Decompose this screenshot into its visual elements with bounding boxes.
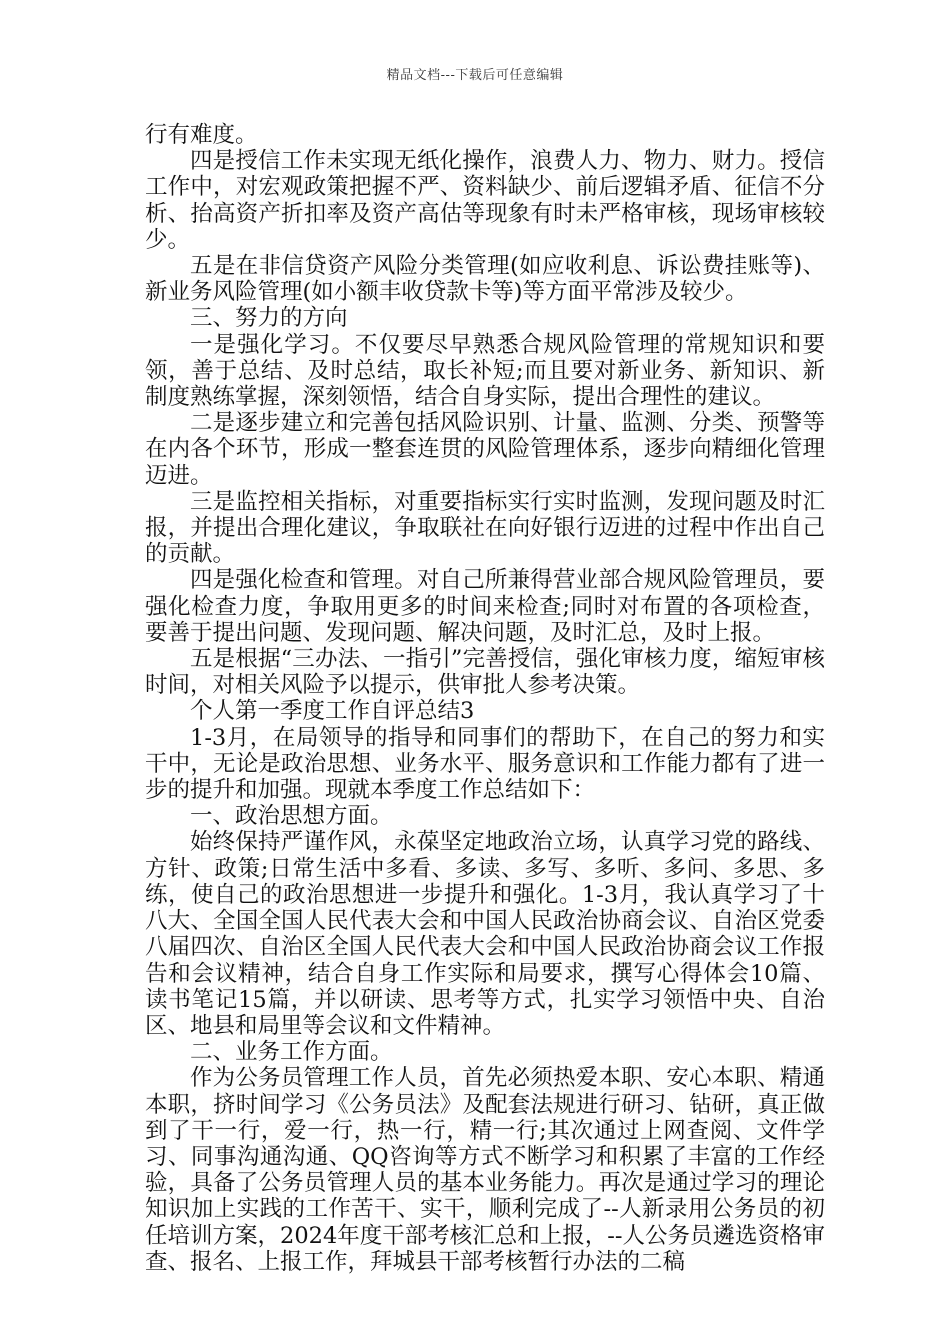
- section-heading-political: 一、政治思想方面。: [190, 803, 393, 830]
- paragraph-direction-three: 三是监控相关指标，对重要指标实行实时监测，发现问题及时汇报，并提出合理化建议，争取联社在向好银行迈进的过程中作出自己的贡献。: [145, 488, 825, 568]
- paragraph-point-five: 五是在非信贷资产风险分类管理(如应收利息、诉讼费挂账等)、新业务风险管理(如小额丰收贷款卡等)等方面平常涉及较少。: [145, 253, 825, 306]
- page-header: 精品文档---下载后可任意编辑: [386, 68, 564, 83]
- paragraph-direction-four: 四是强化检查和管理。对自己所兼得营业部合规风险管理员，要强化检查力度，争取用更多的时间来检查;同时对布置的各项检查，要善于提出问题、发现问题、解决问题，及时汇总，及时上报。: [145, 567, 825, 646]
- paragraph-political: 始终保持严谨作风，永葆坚定地政治立场，认真学习党的路线、方针、政策;日常生活中多看、多读、多写、多听、多问、多思、多练，使自己的政治思想进一步提升和强化。1-3月，我认真学习了十八大、全国全国人民代表大会和中国人民政治协商会议、自治区党委八届四次、自治区全国人民代表大会和中国人民政治协商会议工作报告和会议精神，结合自身工作实际和局要求，撰写心得体会10篇、读书笔记15篇，并以研读、思考等方式，扎实学习领悟中央、自治区、地县和局里等会议和文件精神。: [145, 829, 825, 1039]
- paragraph-summary-intro: 1-3月，在局领导的指导和同事们的帮助下，在自己的努力和实干中，无论是政治思想、业务水平、服务意识和工作能力都有了进一步的提升和加强。现就本季度工作总结如下：: [145, 724, 825, 804]
- paragraph-direction-five: 五是根据“三办法、一指引”完善授信，强化审核力度，缩短审核时间，对相关风险予以提示，供审批人参考决策。: [145, 646, 825, 699]
- paragraph-point-four: 四是授信工作未实现无纸化操作，浪费人力、物力、财力。授信工作中，对宏观政策把握不严、资料缺少、前后逻辑矛盾、征信不分析、抬高资产折扣率及资产高估等现象有时未严格审核，现场审核较少。: [145, 148, 825, 253]
- section-heading-direction: 三、努力的方向: [190, 305, 348, 332]
- section-heading-business: 二、业务工作方面。: [190, 1039, 393, 1066]
- section-title-summary-3: 个人第一季度工作自评总结3: [190, 698, 475, 725]
- paragraph-business: 作为公务员管理工作人员，首先必须热爱本职、安心本职、精通本职，挤时间学习《公务员法》及配套法规进行研习、钻研，真正做到了干一行，爱一行，热一行，精一行;其次通过上网查阅、文件学习、同事沟通沟通、QQ咨询等方式不断学习和积累了丰富的工作经验，具备了公务员管理人员的基本业务能力。再次是通过学习的理论知识加上实践的工作苦干、实干，顺利完成了--人新录用公务员的初任培训方案，2024年度干部考核汇总和上报，--人公务员遴选资格审查、报名、上报工作，拜城县干部考核暂行办法的二稿: [145, 1065, 825, 1275]
- document-body: [145, 122, 825, 1275]
- paragraph-continuation: 行有难度。: [145, 122, 258, 148]
- paragraph-direction-two: 二是逐步建立和完善包括风险识别、计量、监测、分类、预警等在内各个环节，形成一整套连贯的风险管理体系，逐步向精细化管理迈进。: [145, 410, 825, 489]
- paragraph-direction-one: 一是强化学习。不仅要尽早熟悉合规风险管理的常规知识和要领，善于总结、及时总结，取长补短;而且要对新业务、新知识、新制度熟练掌握，深刻领悟，结合自身实际，提出合理性的建议。: [145, 331, 825, 411]
